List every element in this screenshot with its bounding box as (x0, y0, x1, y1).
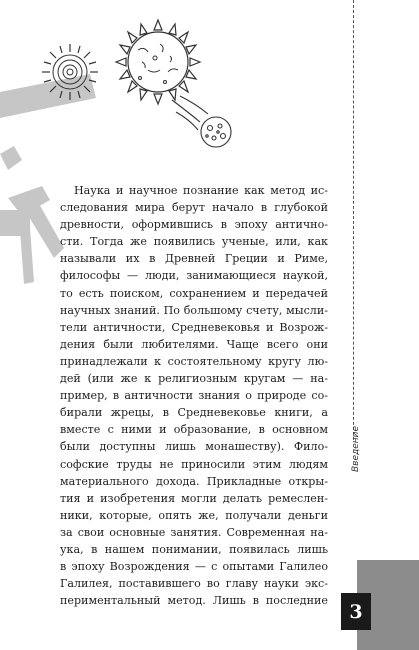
text-line: древности, оформившись в эпоху антично- (60, 218, 328, 232)
text-line: бирали жрецы, в Средневековье книги, а (60, 406, 328, 420)
text-line: называли их в Древней Греции и Риме, (60, 252, 328, 266)
text-line: пример, в античности знания о природе со- (60, 389, 328, 403)
sun-icon (116, 20, 200, 104)
section-label: Введение (351, 425, 361, 472)
text-line: в эпоху Возрождения — с опытами Галилео (60, 560, 328, 574)
text-line: материального дохода. Прикладные откры- (60, 474, 328, 488)
body-text (60, 182, 328, 609)
text-line: за свои основные занятия. Современная на- (60, 525, 328, 539)
text-line: научных знаний. По большому счету, мысли- (60, 303, 328, 317)
page-number: 3 (341, 593, 371, 630)
meteor-icon (172, 96, 231, 147)
text-line: тели античности, Средневековья и Возрож- (60, 320, 328, 334)
text-line: то есть поиском, сохранением и передачей (60, 286, 328, 300)
text-line: софские труды не приносили этим людям (60, 457, 328, 471)
margin-dashed-line (353, 0, 354, 440)
text-line: Галилея, поставившего во главу науки экс- (60, 577, 328, 591)
text-line: были доступны лишь монашеству). Фило- (60, 440, 328, 454)
text-line: философы — люди, занимающиеся наукой, (60, 269, 328, 283)
text-line: следования мира берут начало в глубокой (60, 201, 328, 215)
text-line: дей (или же к религиозным кругам — на- (60, 372, 328, 386)
text-line: дения были любителями. Чаще всего они (60, 337, 328, 351)
text-line: принадлежали к состоятельному кругу лю- (60, 354, 328, 368)
text-line: периментальный метод. Лишь в последние (60, 594, 328, 608)
text-line: ники, которые, опять же, получали деньги (60, 508, 328, 522)
text-line: сти. Тогда же появились ученые, или, как (60, 235, 328, 249)
text-line: тия и изобретения могли делать ремеслен- (60, 491, 328, 505)
text-line: ука, в нашем понимании, появилась лишь (60, 542, 328, 556)
text-line: Наука и научное познание как метод ис- (74, 184, 328, 197)
text-line: вместе с ними и образование, в основном (60, 423, 328, 437)
